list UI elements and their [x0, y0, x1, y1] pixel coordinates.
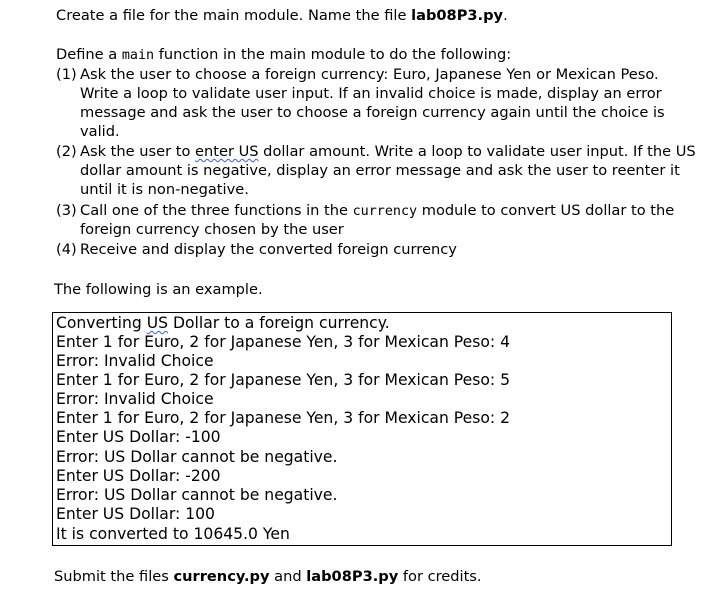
submit-line — [54, 567, 482, 586]
example-line-1-a: Converting — [56, 314, 147, 332]
submit-file-lab: lab08P3.py — [306, 568, 399, 585]
step-3-line-1 — [80, 201, 674, 221]
step-1-line-3: message and ask the user to choose a foreign currency again until the choice is — [80, 104, 665, 121]
intro-line — [56, 6, 508, 25]
step-4-line-1: Receive and display the converted foreign currency — [80, 241, 457, 258]
example-line-7: Enter US Dollar: -100 — [56, 428, 221, 446]
example-line-1 — [56, 314, 390, 333]
example-line-4: Enter 1 for Euro, 2 for Japanese Yen, 3 for Mexican Peso: 5 — [56, 371, 511, 389]
step-2-line-1-c: dollar amount. Write a loop to validate user input. If the US — [258, 143, 696, 160]
submit-mid: and — [269, 568, 307, 585]
step-2-line-2: dollar amount is negative, display an error message and ask the user to reenter it — [80, 162, 680, 179]
example-line-11: Enter US Dollar: 100 — [56, 505, 215, 523]
define-line — [56, 45, 511, 65]
step-1-number: (1) — [56, 66, 77, 83]
submit-prefix: Submit the files — [54, 568, 174, 585]
step-2-line-1 — [80, 142, 696, 161]
example-line-6: Enter 1 for Euro, 2 for Japanese Yen, 3 for Mexican Peso: 2 — [56, 409, 511, 427]
step-3-line-1-a: Call one of the three functions in the — [80, 202, 353, 219]
step-4-number: (4) — [56, 241, 77, 258]
submit-suffix: for credits. — [398, 568, 482, 585]
step-2-spellcheck-word: enter US — [195, 143, 259, 160]
intro-text: Create a file for the main module. Name the file — [56, 7, 412, 24]
example-line-9: Enter US Dollar: -200 — [56, 467, 221, 485]
example-line-2: Enter 1 for Euro, 2 for Japanese Yen, 3 for Mexican Peso: 4 — [56, 333, 511, 351]
step-1-line-2: Write a loop to validate user input. If an invalid choice is made, display an error — [80, 85, 662, 102]
example-line-8: Error: US Dollar cannot be negative. — [56, 448, 338, 466]
example-output-box — [52, 312, 672, 546]
example-line-10: Error: US Dollar cannot be negative. — [56, 486, 338, 504]
step-2-line-1-a: Ask the user to — [80, 143, 196, 160]
intro-suffix: . — [503, 7, 508, 24]
step-3-line-1-b: module to convert US dollar to the — [417, 202, 675, 219]
submit-file-currency: currency.py — [173, 568, 270, 585]
step-1-line-4: valid. — [80, 123, 120, 140]
example-spellcheck-word: US — [146, 314, 169, 332]
example-line-1-c: Dollar to a foreign currency. — [168, 314, 390, 332]
step-1-line-1: Ask the user to choose a foreign currency: Euro, Japanese Yen or Mexican Peso. — [80, 66, 659, 83]
define-suffix: function in the main module to do the following: — [154, 46, 512, 63]
define-code: main — [121, 48, 155, 63]
example-intro: The following is an example. — [54, 281, 263, 298]
step-3-code: currency — [352, 204, 418, 219]
example-line-5: Error: Invalid Choice — [56, 390, 214, 408]
example-line-3: Error: Invalid Choice — [56, 352, 214, 370]
step-2-line-3: until it is non-negative. — [80, 181, 249, 198]
define-prefix: Define a — [56, 46, 122, 63]
main-filename: lab08P3.py — [411, 7, 504, 24]
step-2-number: (2) — [56, 143, 77, 160]
step-3-line-2: foreign currency chosen by the user — [80, 221, 344, 238]
step-3-number: (3) — [56, 202, 77, 219]
example-line-12: It is converted to 10645.0 Yen — [56, 525, 290, 543]
